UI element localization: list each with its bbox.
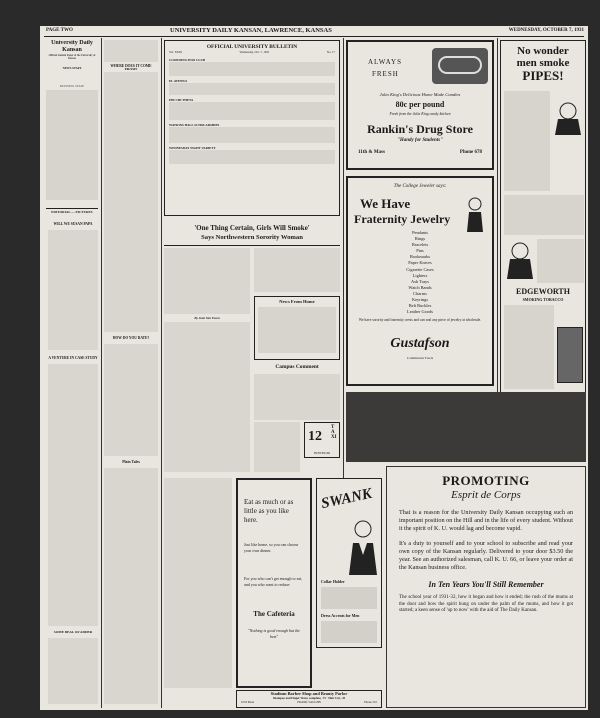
barber-name: Stadium Barber Shop and Beauty Parlor: [270, 691, 348, 696]
story-text-right: [254, 248, 340, 292]
swank-dress: Dress Accents for Men: [321, 613, 360, 618]
story-text-left: [164, 248, 250, 314]
promo-paragraph-1: That is a reason for the University Daily Kansan occupying such an important position on the Hill and in the life of every student. Without it the spirit of K. U. would lag and become vapid.: [399, 509, 573, 533]
section-labels: EDITORIAL — PICTURES: [51, 210, 93, 214]
cafeteria-text-1: Just like home, so you can choose your own dinner.: [244, 542, 299, 553]
pipes-ad: [500, 40, 586, 394]
taxi-ad: [304, 422, 340, 458]
story-rule: [164, 245, 340, 246]
barber-haircut: Hair Cut, .35: [328, 696, 346, 700]
jewelry-headline1: We Have: [360, 196, 411, 211]
bulletin-items: [165, 54, 339, 166]
cafeteria-text-2: For you who can't get enough to eat, and you who want to reduce:: [244, 576, 303, 587]
bulletin-item-watkins: WATKINS HALL SCHOLARSHIPS: [169, 123, 220, 127]
editorial-heading-5: Plain Tales: [122, 460, 140, 464]
masthead: [46, 40, 98, 80]
rankin-kitchen: Fresh from the Julia King candy kitchen: [389, 112, 451, 116]
jewelry-intro: The College Jeweler says:: [393, 184, 447, 189]
pipes-text-2: [504, 195, 584, 235]
jewelry-item: Pendants: [412, 230, 428, 235]
pipes-text-3: [537, 239, 584, 283]
bulletin-item-variety: WEDNESDAY NIGHT VARIETY: [169, 146, 216, 150]
news-from-home-text: [258, 307, 336, 353]
barber-owner: FRANK VAUGHN: [297, 700, 321, 704]
bulletin-no: No. 17: [326, 50, 335, 54]
barber-services-text: Shampoo and Finger Wave, complete, .75: [272, 696, 326, 700]
bulletin-text: [169, 127, 335, 143]
promo-ad: [386, 466, 586, 708]
pipes-text-1: [504, 91, 550, 191]
editorial-heading-2: WHERE DOES IT COME FROM?: [110, 64, 152, 70]
business-staff-heading: BUSINESS STAFF: [59, 84, 85, 88]
story-headline: 'One Thing Certain, Girls Will Smoke': [194, 224, 310, 232]
jewelry-item: Keyrings: [411, 297, 429, 303]
story-byline: By Jean Van Essen: [194, 316, 220, 320]
column-rule: [497, 38, 498, 394]
barber-address: 1033 Mass: [241, 700, 255, 704]
cafeteria-line2: little as you like: [244, 507, 289, 515]
bulletin-text: [169, 62, 335, 76]
campus-comment-text-2: [254, 422, 300, 472]
promo-paragraph-2: It's a duty to yourself and to your school to subscribe and read your own copy of the Kansan regularly. Delivered to your door $3.50 the year. See an authorized salesman, call K. U. 66, or leave your order at the Kansan business office.: [399, 539, 573, 572]
rankin-ad: [346, 40, 494, 170]
tobacco-tin-image: [557, 327, 583, 383]
jewelry-item: Lighters: [412, 272, 428, 278]
swank-logo: SWANK: [319, 485, 374, 513]
taxi-number: 12: [308, 429, 322, 444]
edgeworth-sub: SMOKING TOBACCO: [522, 297, 564, 302]
cafeteria-motto: "Nothing is good enough but the best": [247, 628, 300, 639]
promo-italic-heading: In Ten Years You'll Still Remember: [428, 580, 544, 590]
pipes-headline1: No wonder: [517, 45, 569, 57]
bulletin-item-cosmopolitan: COSMOPOLITAN CLUB: [169, 58, 205, 62]
column-rule: [161, 38, 162, 708]
jewelry-ad: [346, 176, 494, 386]
editorial-text-2: [104, 72, 158, 332]
editorial-text-col2-top: [104, 40, 158, 62]
jewelry-item: Charms: [413, 290, 427, 296]
rankin-always: ALWAYS: [368, 58, 403, 66]
page-number: PAGE TWO: [46, 28, 73, 33]
jewelry-item: Ash Trays: [411, 278, 429, 284]
jewelry-item: Paper Knives: [408, 260, 432, 266]
column-rule: [101, 38, 102, 708]
header-rule: [44, 36, 584, 37]
story-text-bottom: [164, 478, 232, 688]
story-subheadline: Says Northwestern Sorority Woman: [201, 234, 303, 241]
rankin-price: 80c per pound: [395, 100, 445, 109]
column-rule: [343, 38, 344, 478]
rankin-store: Rankin's Drug Store: [367, 122, 473, 136]
rankin-fresh: FRESH: [372, 70, 399, 78]
jewelry-headline2: Fraternity Jewelry: [354, 212, 451, 226]
bulletin-date: Wednesday, Oct. 7, 1931: [239, 50, 270, 54]
jewelry-item: Bookmarks: [409, 254, 431, 260]
newspaper-page: [40, 26, 588, 710]
promo-subtitle: Esprit de Corps: [451, 489, 521, 501]
editorial-heading-1: WILL WE SUSAN PAPA: [53, 222, 93, 226]
swank-collar: Collar Holder: [321, 579, 345, 584]
cafeteria-line1: Eat as much or as: [244, 498, 294, 506]
swank-product: [321, 587, 377, 609]
campus-comment-text: [254, 374, 340, 420]
barber-services: Shampoo and Finger Wave, complete, .75 · Hair Cut, .35: [272, 696, 346, 700]
man-illustration: [347, 519, 379, 575]
editorial-text-4: [104, 344, 158, 456]
editorial-heading-6: SOME DEAL OF ADDER: [53, 630, 93, 634]
staff-text-block: [46, 90, 98, 200]
editorial-heading-3: A VENTURE IN CASE STUDY: [48, 356, 98, 360]
jewelry-item: Watch Bands: [408, 284, 432, 290]
cafeteria-headline: [244, 498, 306, 525]
bulletin-title: OFFICIAL UNIVERSITY BULLETIN: [206, 44, 298, 50]
candy-box-image: [432, 48, 488, 84]
pipes-text-4: [504, 305, 554, 389]
official-bulletin-box: [164, 40, 340, 216]
taxi-sub: HUNTINGER: [313, 452, 331, 455]
pipes-headline3: PIPES!: [522, 68, 564, 83]
newspaper-header: UNIVERSITY DAILY KANSAN, LAWRENCE, KANSAS: [170, 27, 332, 34]
pipe-smoker-portrait: [553, 99, 583, 135]
cafeteria-ad: [236, 478, 312, 688]
jeweler-illustration: [464, 196, 486, 232]
jewelry-sig-sub: Commission Tracts: [406, 356, 434, 360]
section-rule: [46, 208, 98, 209]
promo-title: PROMOTING: [442, 473, 530, 488]
barber-ad: [236, 690, 382, 708]
jewelry-signature: Gustafson: [390, 336, 450, 351]
cafeteria-line3: here.: [244, 516, 258, 524]
rankin-tagline: "Handy for Students": [397, 138, 443, 143]
editorial-text-1: [48, 230, 98, 350]
jewelry-note: We have sorority and fraternity crests and can seal any piece of jewelry at wholesale.: [358, 318, 482, 322]
swank-product-2: [321, 621, 377, 643]
section-editorial: EDITORIAL: [51, 210, 71, 214]
editorial-text-3: [48, 364, 98, 626]
cafeteria-name: The Cafeteria: [253, 610, 295, 618]
masthead-subtitle: Official Student Paper of the University of Kansas: [48, 54, 96, 60]
bulletin-vol: Vol. XXIX: [169, 50, 183, 54]
rankin-address: 11th & Mass: [358, 150, 385, 155]
bulletin-item-phichitheta: PHI CHI THETA: [169, 98, 194, 102]
pipe-smoker-portrait-2: [505, 239, 535, 279]
edgeworth-brand: EDGEWORTH: [516, 287, 570, 296]
jewelry-items-list: [348, 230, 492, 315]
jewelry-item: Leather Goods: [407, 309, 433, 315]
news-from-home-title: News From Home: [279, 299, 315, 304]
news-staff-heading: NEWS STAFF: [62, 66, 82, 70]
barber-phone: Phone 510: [364, 700, 377, 704]
pipes-headline2: men smoke: [516, 57, 570, 69]
swank-ad: [316, 478, 382, 648]
section-pictures: PICTURES: [75, 210, 93, 214]
jewelry-item: Bracelets: [411, 242, 429, 248]
taxi-word: TAXI: [331, 425, 337, 440]
jewelry-item: Belt Buckles: [408, 303, 432, 309]
jewelry-item: Cigarette Cases: [406, 266, 434, 272]
bulletin-text: [169, 102, 335, 120]
rankin-phone: Phone 678: [459, 150, 482, 155]
masthead-title: University Daily Kansan: [51, 40, 93, 53]
dark-image-area: [346, 392, 586, 462]
bulletin-text: [169, 83, 335, 95]
barber-footer: [237, 700, 381, 704]
bulletin-item-ateneo: EL ATENEO: [169, 79, 187, 83]
rankin-julia: Julia King's Delicious Home Made Candies: [379, 92, 461, 97]
header-date: WEDNESDAY, OCTOBER 7, 1931: [508, 28, 584, 33]
news-from-home-box: [254, 296, 340, 360]
jewelry-item: Pins: [416, 248, 424, 254]
story-text-left-2: [164, 322, 250, 472]
editorial-text-6: [48, 638, 98, 704]
promo-paragraph-3: The school year of 1931-32, how it began and how it ended; the rush of the mums at the door and how the spirit hung on under the palm of the mums, and how it got started; a keen sense of 'up to now' with the aid of The Daily Kansan.: [399, 595, 573, 614]
bulletin-text: [169, 150, 335, 164]
jewelry-item: Rings: [414, 236, 426, 242]
candy-box-lid: [438, 56, 482, 74]
editorial-text-5: [104, 468, 158, 704]
editorial-heading-4: HOW DO YOU RATE?: [112, 336, 150, 340]
campus-comment-title: Campus Comment: [275, 364, 319, 370]
